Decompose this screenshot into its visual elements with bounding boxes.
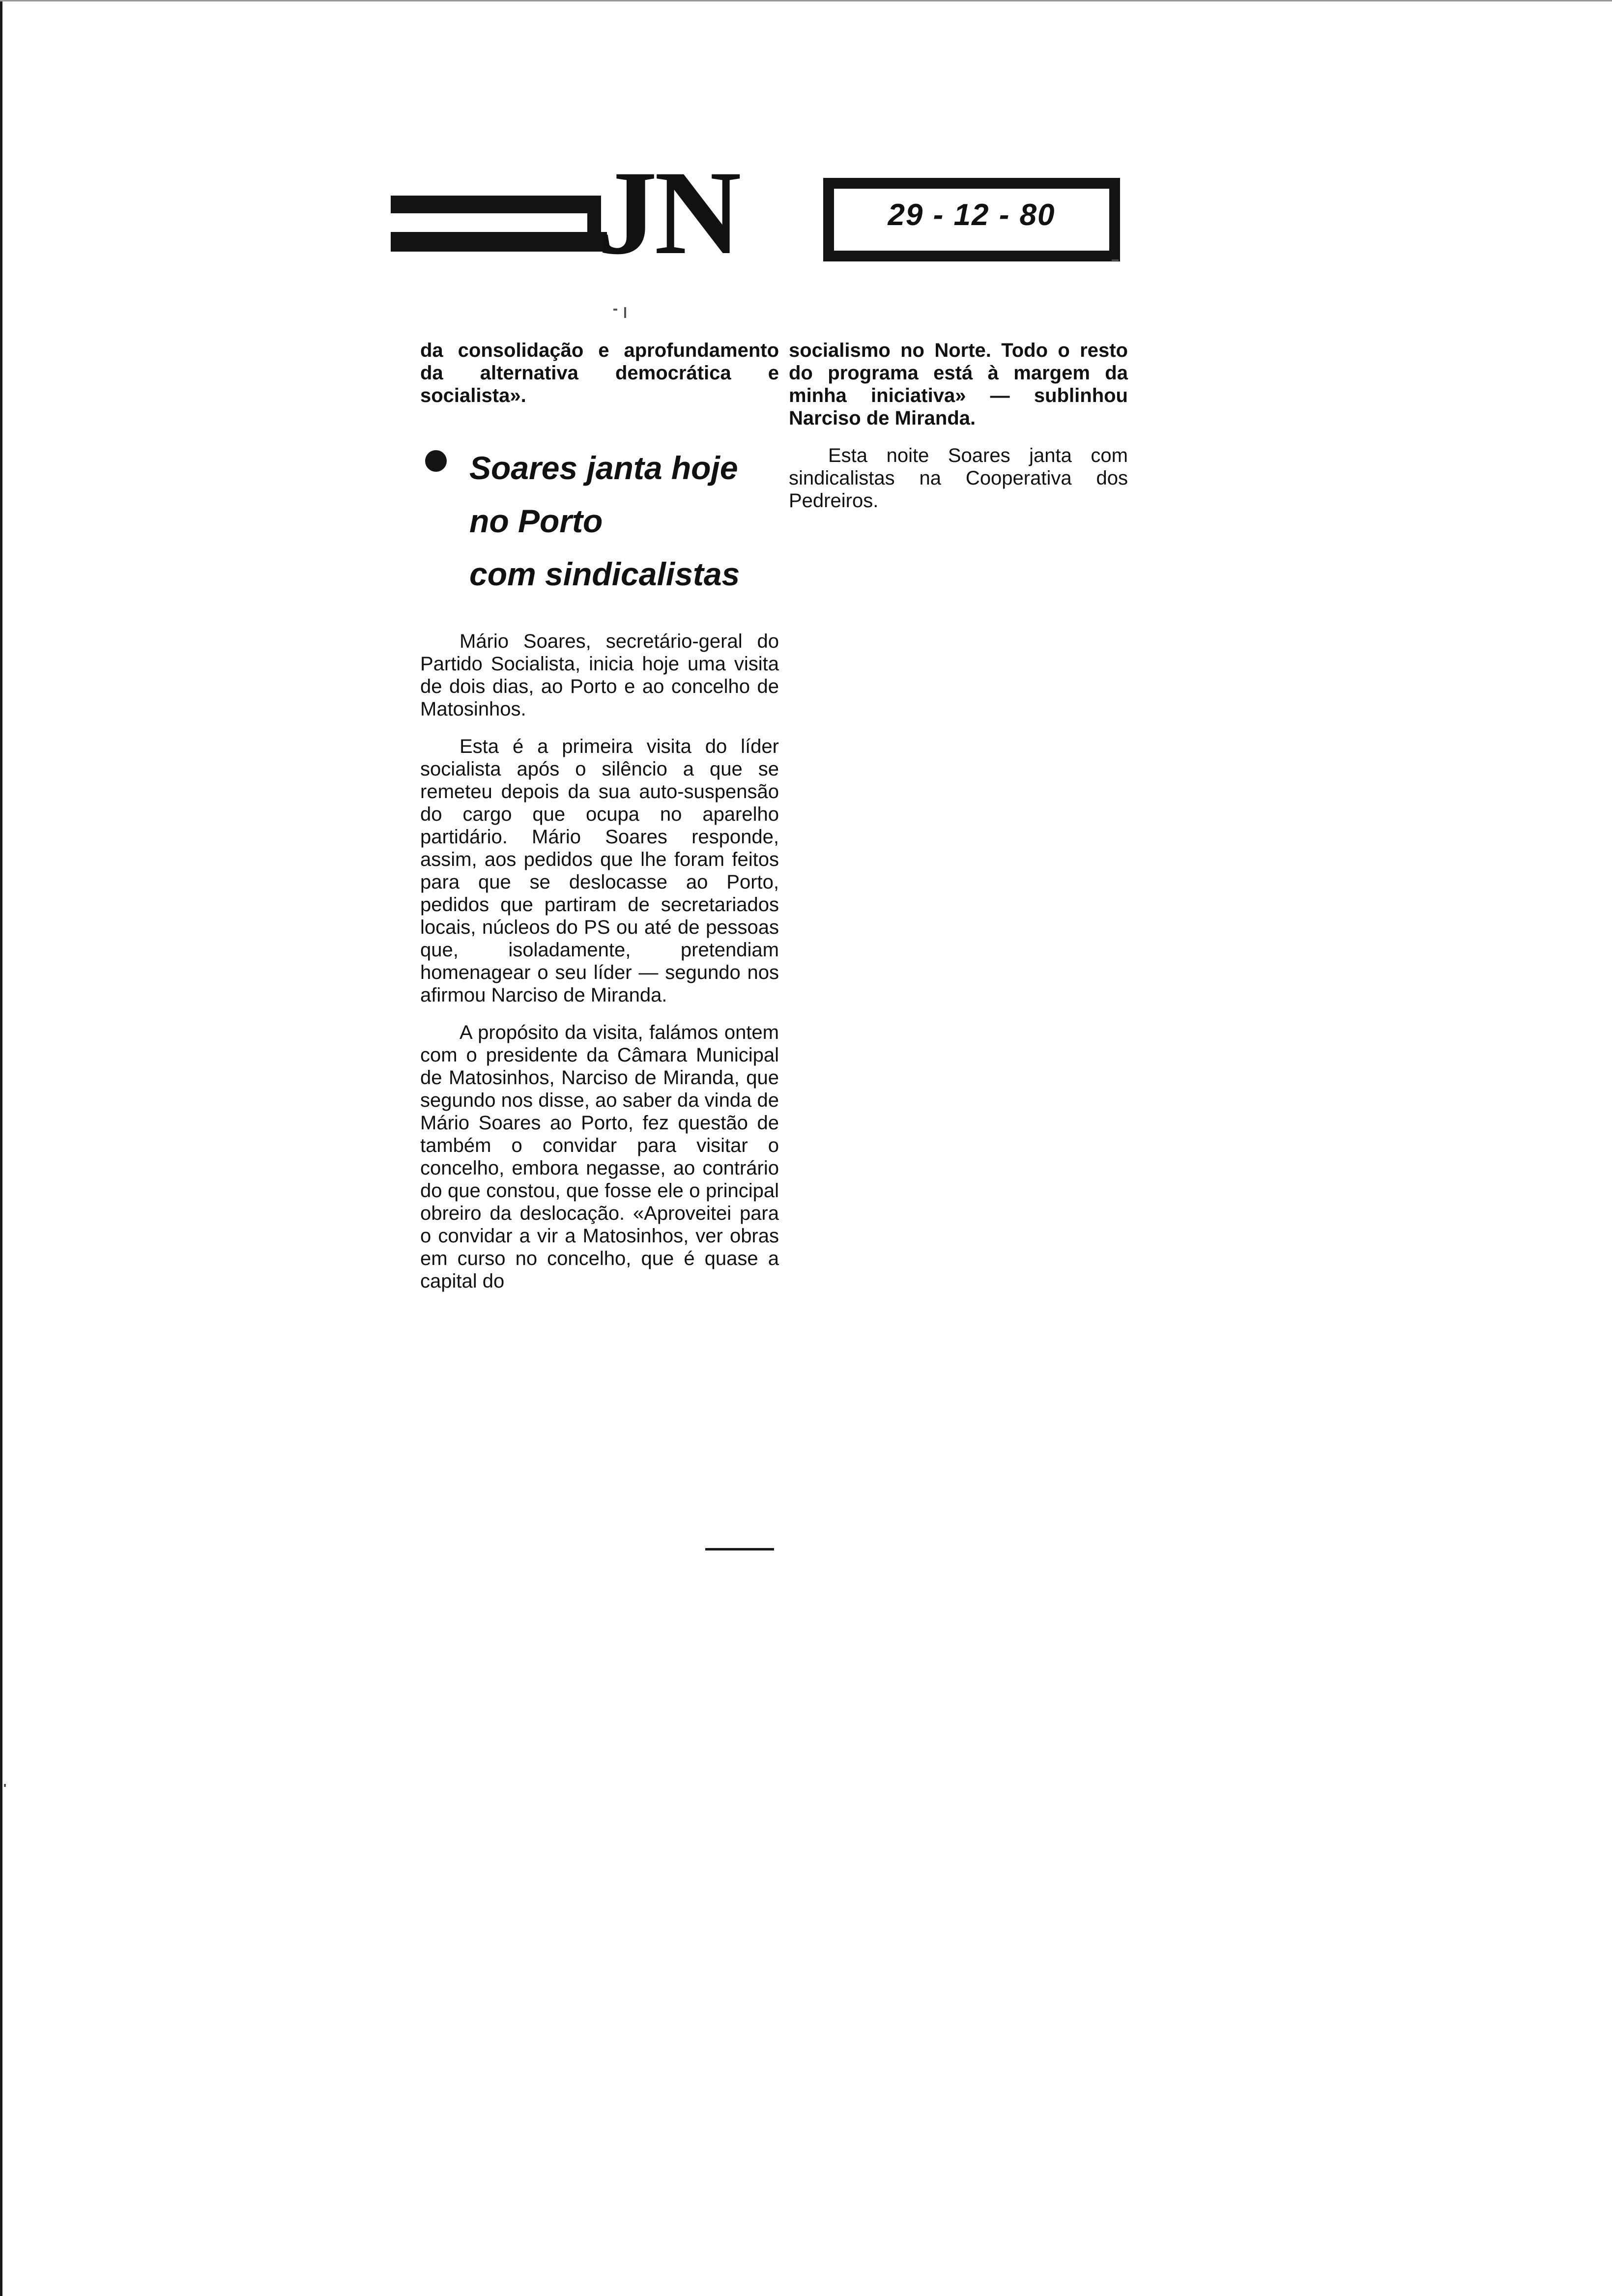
headline-line-1: Soares janta hoje <box>469 450 738 486</box>
scan-speck <box>624 307 626 318</box>
article-right-column <box>789 339 1128 527</box>
continued-paragraph: socialismo no Norte. Todo o resto do programa está à margem da minha iniciativa» — sublinhou Narciso de Miranda. <box>789 340 1128 429</box>
masthead-rule-top <box>391 196 597 213</box>
scan-speck <box>1112 259 1119 261</box>
closing-paragraph: Esta noite Soares janta com sindicalistas na Cooperativa dos Pedreiros. <box>789 445 1128 512</box>
bullet-icon <box>425 450 447 472</box>
headline-line-2: no Porto <box>469 503 603 539</box>
article-paragraph-3: A propósito da visita, falámos ontem com o presidente da Câmara Municipal de Matosinhos, Narciso de Miranda, que segundo nos disse, ao saber da vinda de Mário Soares ao Porto, fez questão de também o convidar para visitar o concelho, embora negasse, ao contrário do que constou, que fosse ele o principal obreiro da deslocação. «Aproveitei para o convidar a vir a Matosinhos, ver obras em curso no concelho, que é quase a capital do <box>420 1022 779 1292</box>
date-box-shadow-rule <box>823 253 1120 257</box>
article-paragraph-1: Mário Soares, secretário-geral do Partido Socialista, inicia hoje uma visita de dois dias, ao Porto e ao concelho de Matosinhos. <box>420 631 779 720</box>
article-end-rule <box>705 1548 774 1550</box>
publication-date: 29 - 12 - 80 <box>888 198 1056 232</box>
scan-left-border <box>0 0 2 2296</box>
newspaper-logo: JN <box>597 146 739 279</box>
article-headline <box>420 441 779 601</box>
continued-lead-text: da consolidação e aprofundamento da alternativa democrática e socialista». <box>420 340 779 406</box>
date-box <box>823 178 1120 261</box>
masthead <box>391 146 1118 280</box>
scan-speck <box>613 309 617 311</box>
scan-top-border <box>0 0 1612 1</box>
masthead-rule-bottom <box>391 232 607 252</box>
article-left-column <box>420 339 779 1307</box>
scan-speck <box>4 1784 6 1787</box>
headline-line-3: com sindicalistas <box>469 556 740 592</box>
article-paragraph-2: Esta é a primeira visita do líder socialista após o silêncio a que se remeteu depois da sua auto-suspensão do cargo que ocupa no aparelho partidário. Mário Soares responde, assim, aos pedidos que lhe foram feitos para que se deslocasse ao Porto, pedidos que partiram de secretariados locais, núcleos do PS ou até de pessoas que, isoladamente, pretendiam homenagear o seu líder — segundo nos afirmou Narciso de Miranda. <box>420 736 779 1006</box>
